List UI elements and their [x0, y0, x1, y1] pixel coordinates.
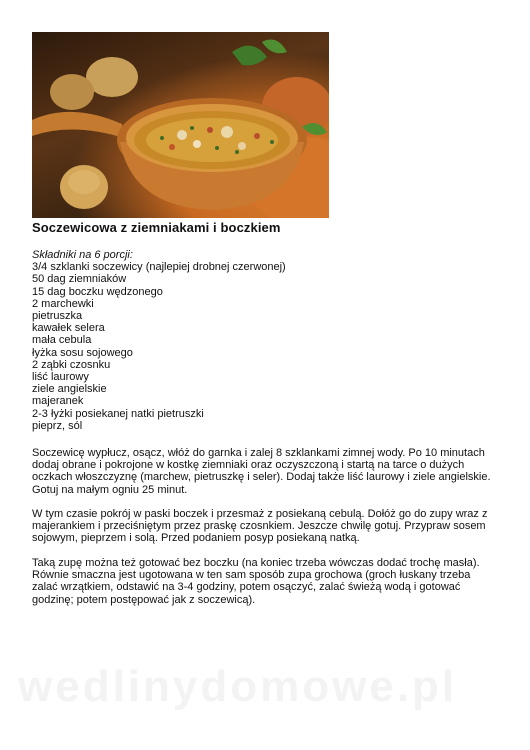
ingredients-list	[32, 249, 286, 432]
ingredient-item: 50 dag ziemniaków	[32, 273, 127, 286]
instructions-paragraph-1: Soczewicę wypłucz, osącz, włóż do garnka i zalej 8 szklankami zimnej wody. Po 10 minutach dodaj obrane i pokrojone w kostkę ziemniaki oraz oczyszczoną i startą na tarce o dużych oczkach włoszczyznę (marchew, pietruszkę i seler). Dodaj także liść laurowy i ziele angielskie. Gotuj na małym ogniu 25 minut.	[32, 447, 491, 496]
site-watermark: wedlinydomowe.pl	[18, 662, 458, 711]
ingredient-item: 15 dag boczku wędzonego	[32, 285, 163, 298]
recipe-title: Soczewicowa z ziemniakami i boczkiem	[32, 220, 281, 235]
ingredient-item: mała cebula	[32, 334, 92, 347]
instructions-paragraph-3: Taką zupę można też gotować bez boczku (na koniec trzeba wówczas dodać trochę masła). Równie smaczna jest ugotowana w ten sam sposób zupa grochowa (groch łuskany trzeba zalać wrzątkiem, odstawić na 3-4 godziny, potem osączyć, zalać świeżą wodą i gotować godzinę; potem postępować jak z soczewicą).	[32, 557, 480, 606]
ingredient-item: 2 marchewki	[32, 297, 94, 310]
ingredient-item: łyżka sosu sojowego	[32, 346, 133, 359]
ingredient-item: kawałek selera	[32, 322, 105, 335]
ingredient-item: ziele angielskie	[32, 383, 107, 396]
ingredient-item: 2 ząbki czosnku	[32, 358, 111, 371]
soup-bowl-illustration	[32, 32, 329, 218]
ingredient-item: 3/4 szklanki soczewicy (najlepiej drobnej czerwonej)	[32, 261, 286, 274]
ingredient-item: liść laurowy	[32, 371, 89, 384]
soup-photo	[32, 32, 329, 218]
ingredient-item: pieprz, sól	[32, 419, 83, 432]
ingredient-item: majeranek	[32, 395, 84, 408]
ingredient-item: 2-3 łyżki posiekanej natki pietruszki	[32, 407, 204, 420]
portions-label: Składniki na 6 porcji:	[32, 249, 133, 261]
instructions-paragraph-2: W tym czasie pokrój w paski boczek i przesmaż z posiekaną cebulą. Dołóż go do zupy wraz z majerankiem i przeciśniętym przez praskę czosnkiem. Jeszcze chwilę gotuj. Przypraw sosem sojowym, pieprzem i solą. Przed podaniem posyp posiekaną natką.	[32, 508, 488, 545]
ingredient-item: pietruszka	[32, 310, 83, 323]
